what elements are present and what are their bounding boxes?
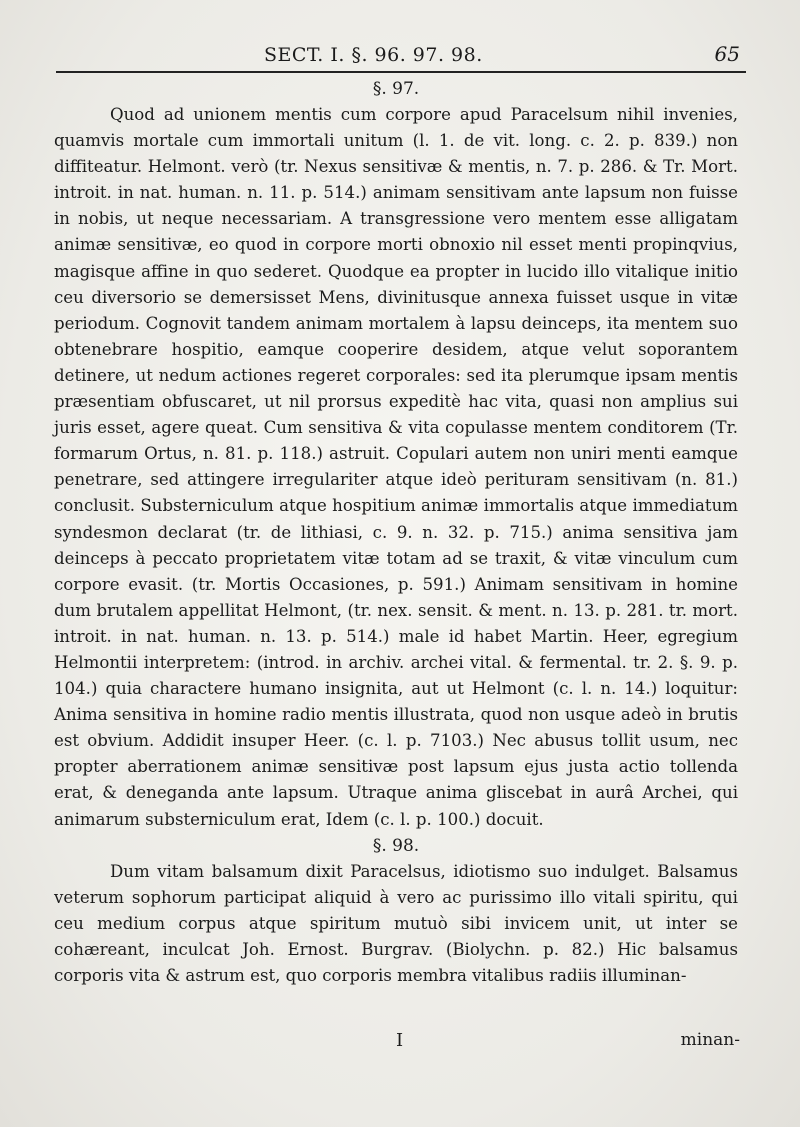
section-97-text: Quod ad unionem mentis cum corpore apud Paracelsum nihil invenies, quamvis mortale cum immortali unitum (l. 1. de vit. long. c. 2. p. 839.) non diffiteatur. Helmont. verò (tr. Nexus sensitivæ & mentis, n. 7. p. 286. & Tr. Mort. introit. in nat. human. n. 11. p. 514.) animam sensitivam ante lapsum non fuisse in nobis, ut neque necessariam. A transgressione vero mentem esse alligatam animæ sensitivæ, eo quod in corpore morti obnoxio nil esset menti propinqvius, magisque affine in quo sederet. Quodque ea propter in lucido illo vitalique initio ceu diversorio se demersisset Mens, divinitusque annexa fuisset usque in vitæ periodum. Cognovit tandem animam mortalem à lapsu deinceps, ita mentem suo obtenebrare hospitio, eamque cooperire desidem, atque velut soporantem detinere, ut nedum actiones regeret corporales: sed ita plerumque ipsam mentis præsentiam obfuscaret, ut nil prorsus expeditè hac vita, quasi non amplius sui juris esset, agere queat. Cum sensitiva & vita copulasse mentem conditorem (Tr. formarum Ortus, n. 81. p. 118.) astruit. Copulari autem non uniri menti eamque penetrare, sed attingere irregulariter atque ideò perituram sensitivam (n. 81.) conclusit. Substerniculum atque hospitium animæ immortalis atque immediatum syndesmon declarat (tr. de lithiasi, c. 9. n. 32. p. 715.) anima sensitiva jam deinceps à peccato proprietatem vitæ totam ad se traxit, & vitæ vinculum cum corpore evasit. (tr. Mortis Occasiones, p. 591.) Animam sensitivam in homine dum brutalem appellitat Helmont, (tr. nex. sensit. & ment. n. 13. p. 281. tr. mort. introit. in nat. human. n. 13. p. 514.) male id habet Martin. Heer, egregium Helmontii interpretem: (introd. in archiv. archei vital. & fermental. tr. 2. §. 9. p. 104.) quia charactere humano insignita, aut ut Helmont (c. l. n. 14.) loquitur: Anima sensitiva in homine radio mentis illustrata, quod non usque adeò in brutis est obvium. Addidit insuper Heer. (c. l. p. 7103.) Nec abusus tollit usum, nec propter aberrationem animæ sensitivæ post lapsum ejus justa actio tollenda erat, & deneganda ante lapsum. Utraque anima gliscebat in aurâ Archei, qui animarum substerniculum erat, Idem (c. l. p. 100.) docuit. [54,105,738,829]
page-header [56,40,746,74]
signature-mark: I [396,1030,404,1051]
running-head: SECT. I. §. 96. 97. 98. [264,44,483,66]
section-heading-97: §. 97. [372,79,420,99]
section-98-text: Dum vitam balsamum dixit Paracelsus, idiotismo suo indulget. Balsamus veterum sophorum participat aliquid à vero ac purissimo illo vitali spiritu, qui ceu medium corpus atque spiritum mutuò sibi invicem unit, ut inter se cohæreant, inculcat Joh. Ernost. Burgrav. (Biolychn. p. 82.) Hic balsamus corporis vita & astrum est, quo corporis membra vitalibus radiis illuminan- [54,861,738,985]
section-heading-98: §. 98. [372,835,420,856]
page-number: 65 [714,42,740,66]
catchword: minan- [680,1030,740,1050]
page-footer [56,1028,746,1068]
header-rule [56,71,746,73]
body-text [54,76,738,989]
